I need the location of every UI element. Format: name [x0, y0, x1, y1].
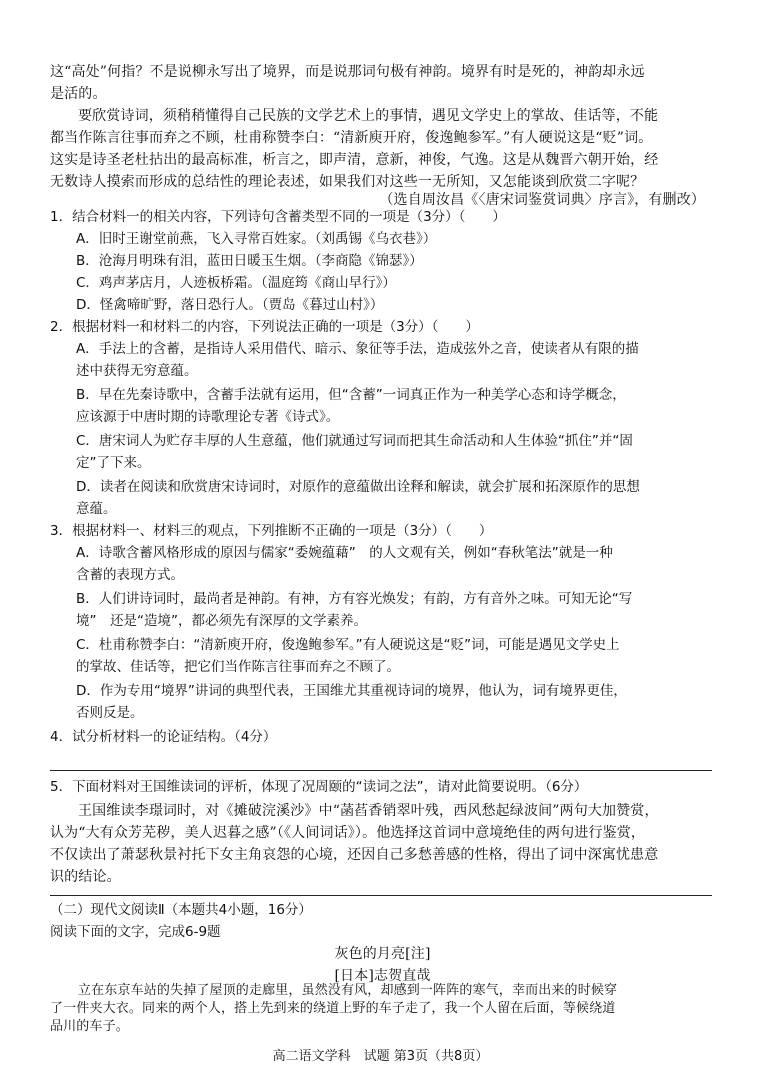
story-title: 灰色的月亮[注] — [334, 946, 431, 962]
question-3-option-b-cont: 境” 还是“造境”，都必须先有深厚的文学素养。 — [76, 613, 367, 629]
question-5-material: 认为“大有众芳芜秽，美人迟暮之感”（《人间词话》）。他选择这首词中意境绝佳的两句进行鉴赏， — [50, 825, 646, 841]
story-author: [日本]志贺直哉 — [334, 968, 431, 984]
story-paragraph-end: 品川的车子。 — [50, 1019, 129, 1034]
section-instruction: 阅读下面的文字，完成6-9题 — [50, 924, 221, 940]
question-5-material: 识的结论。 — [50, 869, 121, 885]
question-5-stem: 5．下面材料对王国维读词的评析，体现了况周颐的“读词之法”，请对此简要说明。（6分） — [50, 779, 588, 795]
question-1-option-a: A．旧时王谢堂前燕，飞入寻常百姓家。（刘禹锡《乌衣巷》） — [76, 231, 437, 247]
question-3-option-a-cont: 含蓄的表现方式。 — [76, 567, 184, 583]
question-3-option-a: A．诗歌含蓄风格形成的原因与儒家“委婉蕴藉” 的人文观有关，例如“春秋笔法”就是一种 — [76, 545, 613, 561]
answer-line — [50, 895, 712, 896]
question-2-option-a: A．手法上的含蓄，是指诗人采用借代、暗示、象征等手法，造成弦外之音，使读者从有限的描 — [76, 341, 639, 357]
question-3-option-d: D．作为专用“境界”讲词的典型代表，王国维尤其重视诗词的境界，他认为，词有境界更佳， — [76, 683, 627, 699]
question-2-option-a-cont: 述中获得无穷意蕴。 — [76, 363, 198, 379]
question-3-option-d-cont: 否则反是。 — [76, 705, 144, 721]
question-3-stem: 3．根据材料一、材料三的观点，下列推断不正确的一项是（3分）（ ） — [50, 523, 493, 539]
story-paragraph: 了一件夹大衣。同来的两个人，搭上先到来的绕道上野的车子走了，我一个人留在后面，等候绕道 — [50, 1001, 616, 1016]
question-2-stem: 2．根据材料一和材料二的内容，下列说法正确的一项是（3分）（ ） — [50, 319, 479, 335]
material-line: 这“高处”何指？不是说柳永写出了境界，而是说那词句极有神韵。境界有时是死的，神韵却永远 — [50, 64, 645, 80]
question-4-stem: 4．试分析材料一的论证结构。（4分） — [50, 729, 277, 745]
question-5-material: 不仅读出了萧瑟秋景衬托下女主角哀怨的心境，还因自己多愁善感的性格，得出了词中深寓忧患意 — [50, 847, 659, 863]
question-2-option-b: B．早在先秦诗歌中，含蓄手法就有运用，但“含蓄”一词真正作为一种美学心态和诗学概念， — [76, 387, 626, 403]
material-line: 都当作陈言往事而弃之不顾，杜甫称赞李白：“清新庾开府，俊逸鲍参军。”有人硬说这是“贬”词。 — [50, 130, 653, 146]
material-line: 是活的。 — [50, 86, 107, 102]
question-1-option-b: B．沧海月明珠有泪，蓝田日暖玉生烟。（李商隐《锦瑟》） — [76, 253, 423, 269]
question-1-stem: 1．结合材料一的相关内容，下列诗句含蓄类型不同的一项是（3分）（ ） — [50, 209, 506, 225]
question-3-option-c: C．杜甫称赞李白：“清新庾开府，俊逸鲍参军。”有人硬说这是“贬”词，可能是遇见文学史上 — [76, 637, 620, 653]
material-line: 这实是诗圣老杜拈出的最高标准，析言之，即声清，意新，神俊，气逸。这是从魏晋六朝开始，经 — [50, 152, 659, 168]
question-2-option-d: D．读者在阅读和欣赏唐宋诗词时，对原作的意蕴做出诠释和解读，就会扩展和拓深原作的思想 — [76, 479, 640, 495]
question-3-option-b: B．人们讲诗词时，最尚者是神韵。有神，方有容光焕发；有韵，方有音外之味。可知无论“写 — [76, 591, 633, 607]
question-2-option-c-cont: 定”了下来。 — [76, 455, 151, 471]
story-paragraph: 立在东京车站的失掉了屋顶的走廊里，虽然没有风，却感到一阵阵的寒气，幸而出来的时候穿 — [78, 983, 618, 998]
question-1-option-c: C．鸡声茅店月，人迹板桥霜。（温庭筠《商山早行》） — [76, 275, 396, 291]
question-2-option-b-cont: 应该源于中唐时期的诗歌理论专著《诗式》。 — [76, 409, 340, 425]
material-line: 要欣赏诗词，须稍稍懂得自己民族的文学艺术上的事情，遇见文学史上的掌故、佳话等，不能 — [78, 108, 659, 124]
question-5-material: 王国维读李璟词时，对《摊破浣溪沙》中“菡萏香销翠叶残，西风愁起绿波间”两句大加赞赏， — [78, 803, 659, 819]
page-footer: 高二语文学科 试题 第3页（共8页） — [272, 1049, 489, 1064]
material-source: （选自周汝昌《〈唐宋词鉴赏词典〉序言》，有删改） — [379, 192, 705, 208]
material-line: 无数诗人摸索而形成的总结性的理论表述，如果我们对这些一无所知，又怎能谈到欣赏二字呢？ — [50, 174, 645, 190]
section-title: （二）现代文阅读Ⅱ（本题共4小题，16分） — [50, 902, 312, 918]
question-1-option-d: D．怪禽啼旷野，落日恐行人。（贾岛《暮过山村》） — [76, 297, 384, 313]
question-2-option-c: C．唐宋词人为贮存丰厚的人生意蕴，他们就通过写词而把其生命活动和人生体验“抓住”并“固 — [76, 433, 633, 449]
question-2-option-d-cont: 意蕴。 — [76, 501, 117, 517]
question-3-option-c-cont: 的掌故、佳话等，把它们当作陈言往事而弃之不顾了。 — [76, 659, 400, 675]
answer-line — [50, 770, 712, 771]
